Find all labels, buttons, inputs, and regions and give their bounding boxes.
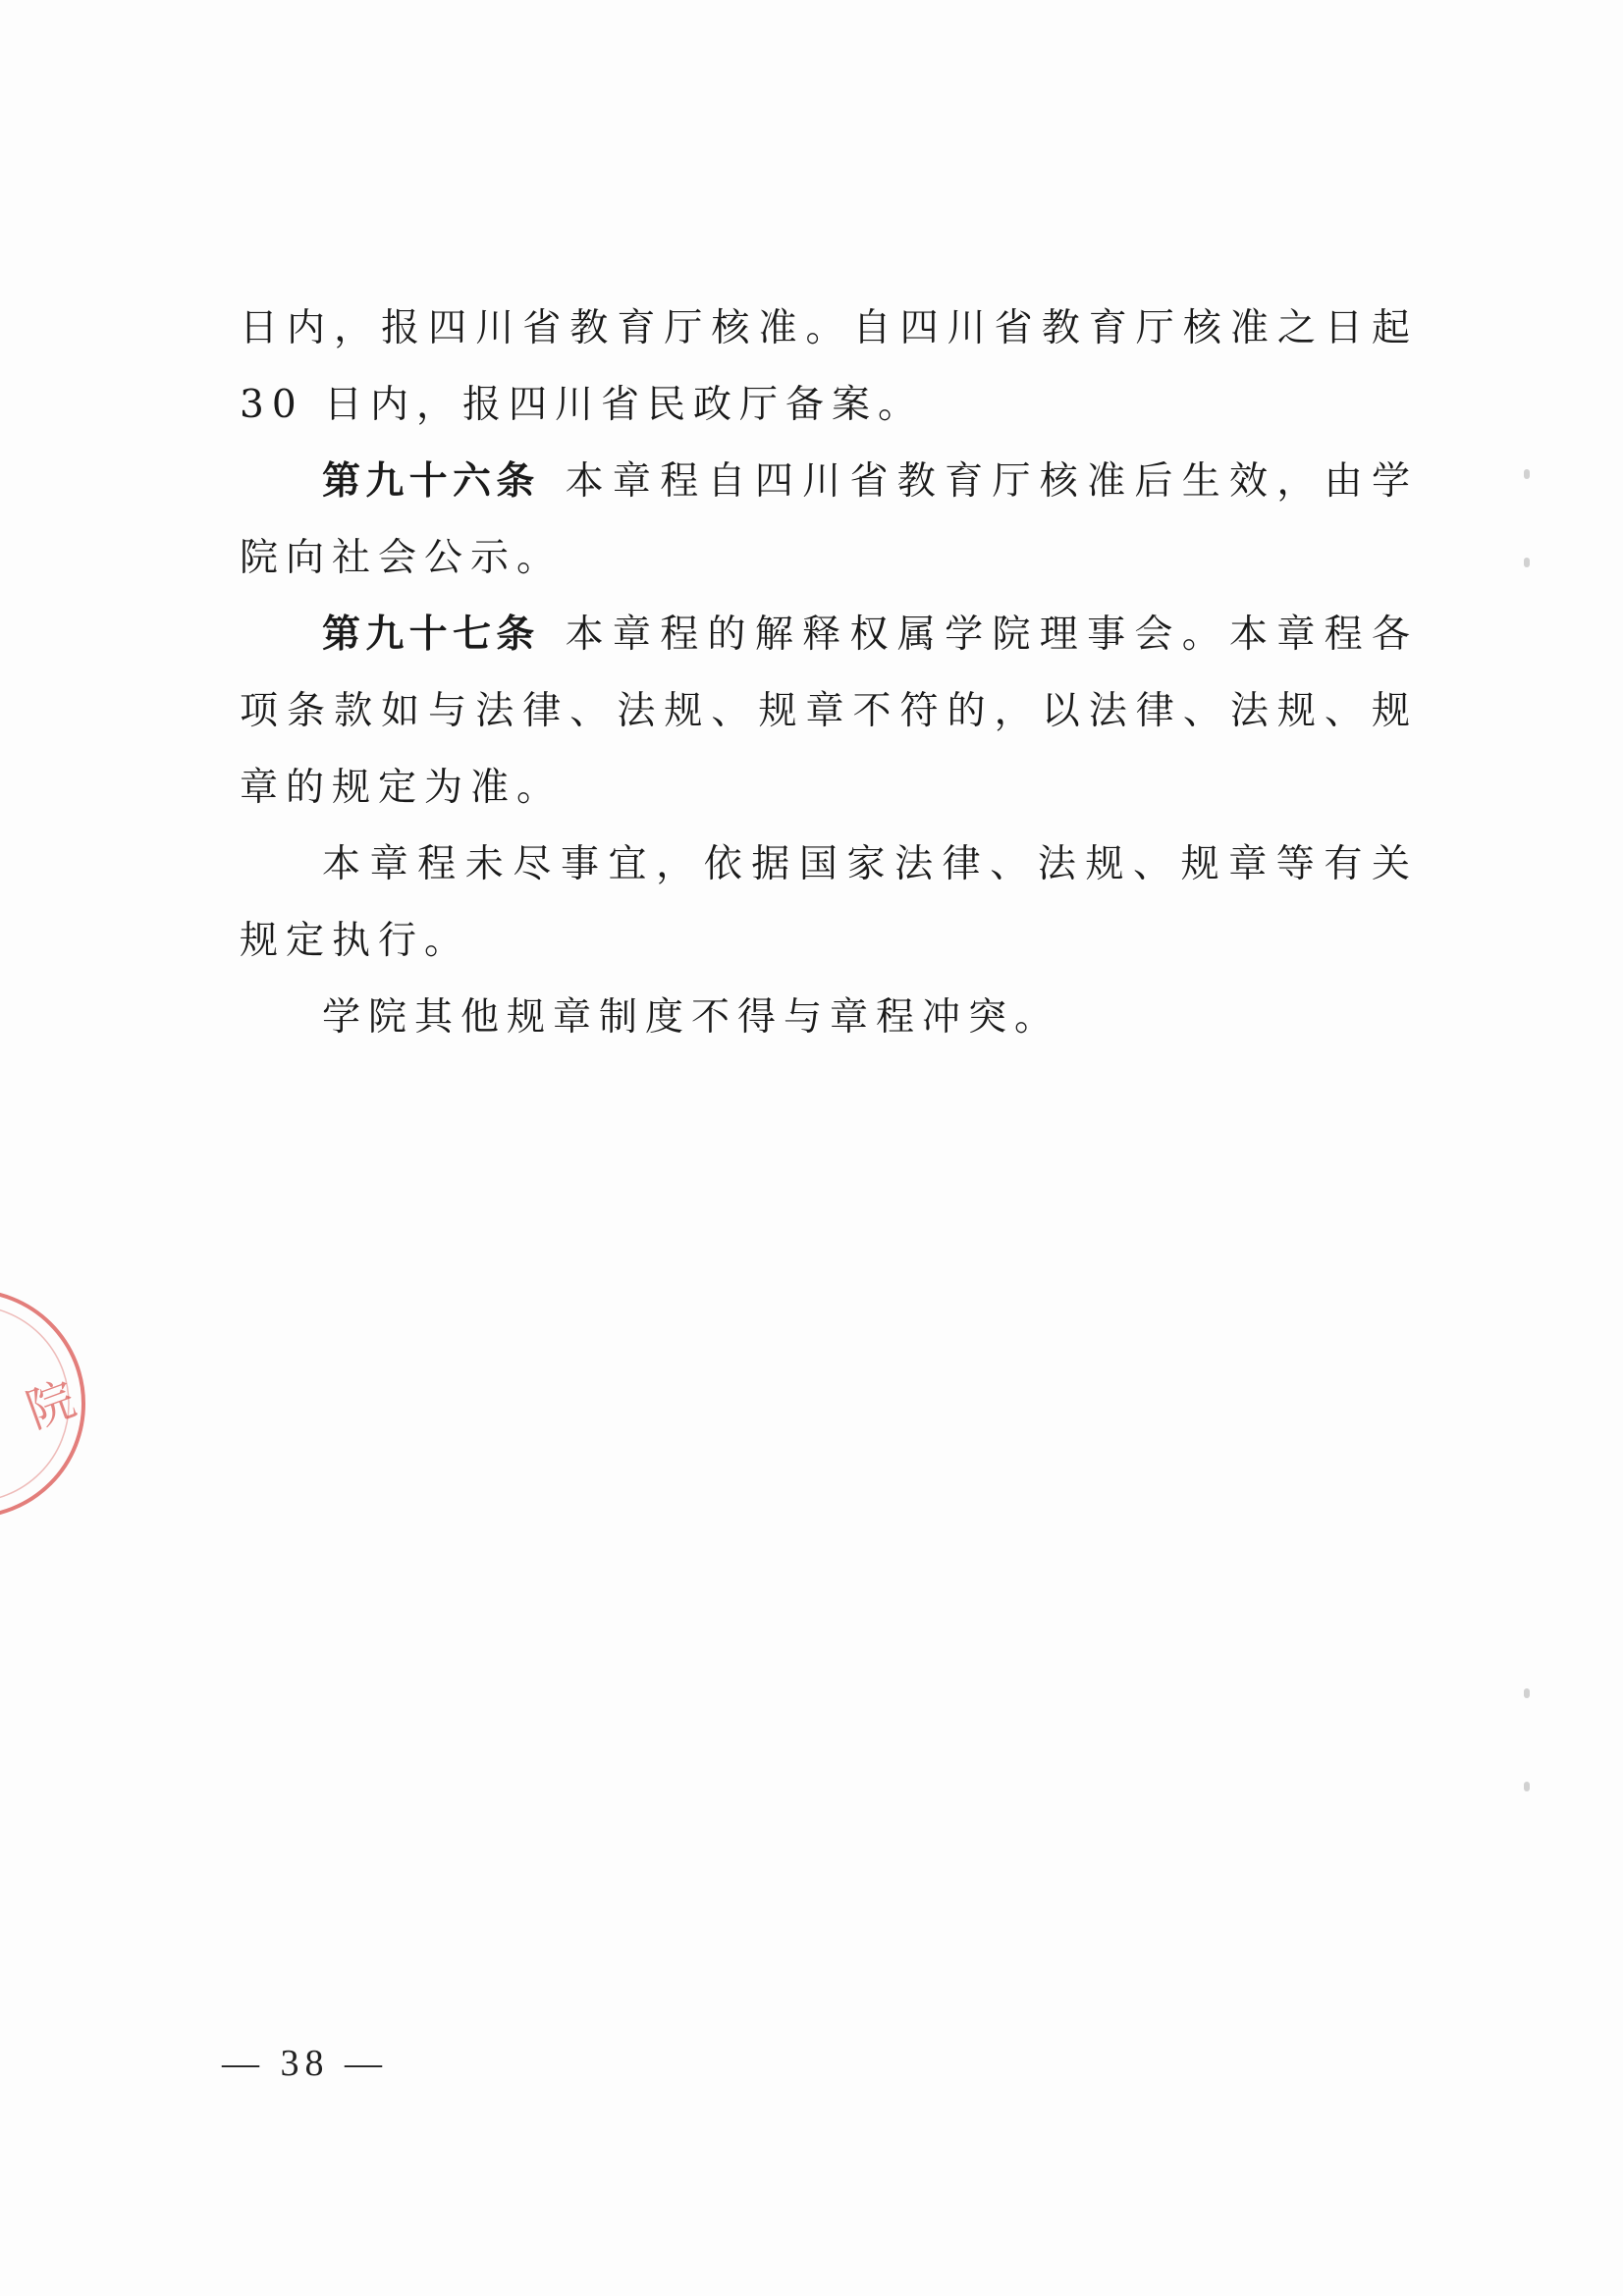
article-97 <box>240 597 1418 827</box>
paragraph-continuation: 日内，报四川省教育厅核准。自四川省教育厅核准之日起 30 日内，报四川省民政厅备案。 <box>240 306 1418 427</box>
seal-text: 院 <box>19 1371 83 1440</box>
official-seal-icon <box>0 1247 88 1561</box>
article-96 <box>240 444 1418 597</box>
page-number: — 38 — <box>222 2043 388 2084</box>
document-body <box>240 291 1418 1056</box>
scan-mark <box>1524 1688 1530 1698</box>
paragraph-unresolved-matters: 本章程未尽事宜，依据国家法律、法规、规章等有关规定执行。 <box>240 842 1418 963</box>
scan-mark <box>1524 469 1530 479</box>
article-number: 第九十七条 <box>322 613 540 657</box>
article-text: 本章程自四川省教育厅核准后生效，由学院向社会公示。 <box>240 459 1418 580</box>
scan-mark <box>1524 1782 1530 1791</box>
paragraph-no-conflict: 学院其他规章制度不得与章程冲突。 <box>322 995 1061 1040</box>
article-number: 第九十六条 <box>322 459 540 504</box>
article-text: 本章程的解释权属学院理事会。本章程各项条款如与法律、法规、规章不符的，以法律、法规、规章的规定为准。 <box>240 613 1418 810</box>
scan-mark <box>1524 558 1530 567</box>
